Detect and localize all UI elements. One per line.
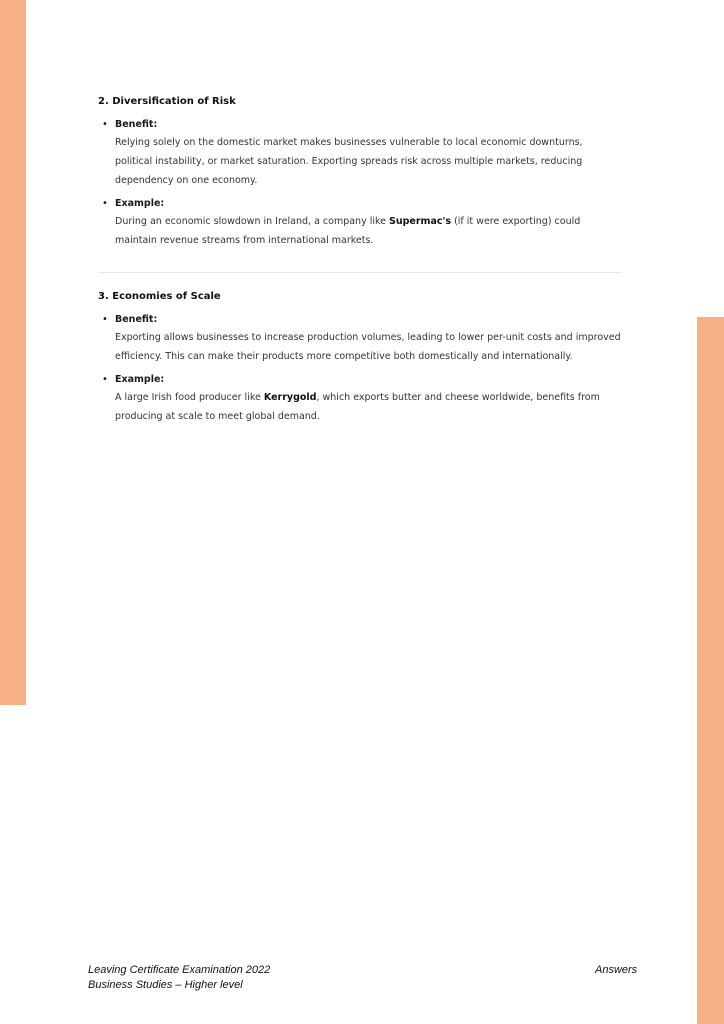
benefit-text: Exporting allows businesses to increase production volumes, leading to lower per-unit costs and improved efficiency. This can make their products more competitive both domestically and internationally.: [115, 332, 621, 362]
section-heading: 2. Diversification of Risk: [98, 96, 236, 107]
left-accent-band: [0, 0, 26, 705]
company-name: Kerrygold: [263, 392, 317, 403]
section-heading: 3. Economies of Scale: [98, 291, 221, 302]
benefit-item: [98, 312, 622, 366]
right-accent-band: [697, 317, 724, 1024]
example-text-start: During an economic slowdown in Ireland, a company like: [115, 216, 390, 227]
benefit-item: [98, 117, 622, 190]
footer-exam-title: Leaving Certificate Examination 2022: [88, 964, 271, 976]
example-item: [98, 196, 622, 250]
example-text-end: , which exports butter and cheese worldwide, benefits from producing at scale to meet global demand.: [115, 392, 600, 422]
footer-subject: Business Studies – Higher level: [88, 979, 243, 991]
example-text-start: A large Irish food producer like: [115, 392, 264, 403]
example-text: [115, 212, 622, 250]
company-name: Supermac's: [389, 216, 452, 227]
example-label: Example:: [115, 198, 165, 209]
benefit-text: Relying solely on the domestic market makes businesses vulnerable to local economic downturns, political instability, or market saturation. Exporting spreads risk across multiple markets, reducing dependency on one economy.: [115, 137, 583, 186]
section-diversification-of-risk: [98, 95, 622, 250]
example-text: [115, 388, 622, 426]
bullet-list: [98, 117, 622, 250]
bullet-icon: •: [102, 198, 108, 209]
footer-answers-label: Answers: [595, 964, 638, 976]
bullet-list: [98, 312, 622, 426]
bullet-icon: •: [102, 314, 108, 325]
example-label: Example:: [115, 374, 165, 385]
bullet-icon: •: [102, 119, 108, 130]
example-text-end: (if it were exporting) could maintain revenue streams from international markets.: [115, 216, 581, 246]
example-item: [98, 372, 622, 426]
benefit-label: Benefit:: [115, 119, 158, 130]
section-economies-of-scale: [98, 290, 622, 426]
section-divider: [98, 272, 622, 273]
footer-exam-info: [88, 963, 270, 993]
bullet-icon: •: [102, 374, 108, 385]
benefit-label: Benefit:: [115, 314, 158, 325]
